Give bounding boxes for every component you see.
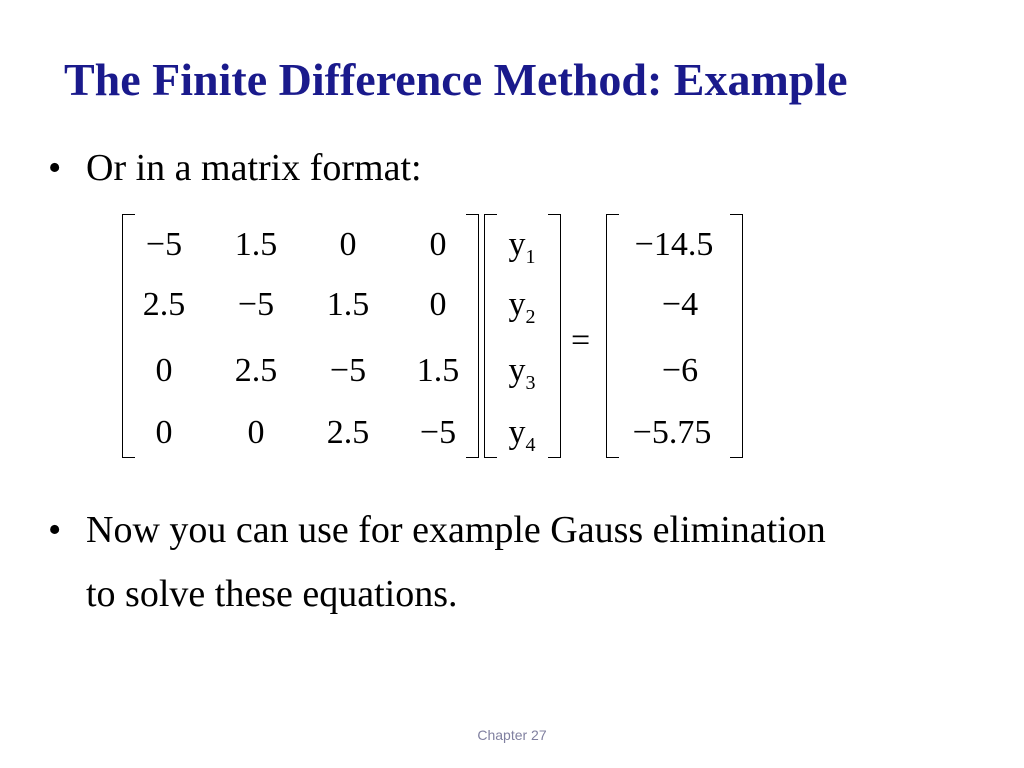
matrix-cell: 1.5 [416,352,460,389]
matrix-cell: −5 [145,226,183,263]
unknown-entry: $y_3$ [508,352,536,394]
bullet-text: to solve these equations. [86,573,458,615]
left-bracket [606,214,619,458]
matrix-cell: 1.5 [234,226,278,263]
bullet-marker: • [48,147,62,189]
slide-title: The Finite Difference Method: Example [64,54,848,105]
matrix-cell: −5 [419,414,457,451]
matrix-cell: 0 [339,226,357,263]
unknown-entry: $y_1$ [508,226,536,268]
rhs-vector [606,214,742,456]
rhs-entry: −6 [661,352,699,389]
left-bracket [122,214,135,458]
matrix-cell: 0 [429,226,447,263]
matrix-cell: 0 [155,414,173,451]
matrix-cell: 2.5 [234,352,278,389]
unknown-entry: $y_2$ [508,286,536,328]
unknown-entry: $y_4$ [508,414,536,456]
matrix-cell: 0 [155,352,173,389]
left-bracket [484,214,497,458]
slide-footer: Chapter 27 [477,727,547,743]
bullet-text: Or in a matrix format: [86,147,422,189]
rhs-entry: −5.75 [632,414,712,451]
right-bracket [548,214,561,458]
matrix-cell: −5 [329,352,367,389]
matrix-cell: 0 [429,286,447,323]
matrix-cell: 0 [247,414,265,451]
matrix-cell: −5 [237,286,275,323]
coefficient-matrix [122,214,478,456]
right-bracket [466,214,479,458]
bullet-marker: • [48,509,62,551]
matrix-cell: 2.5 [142,286,186,323]
matrix-cell: 2.5 [326,414,370,451]
right-bracket [730,214,743,458]
unknowns-vector [484,214,560,456]
rhs-entry: −14.5 [634,226,714,263]
bullet-text: Now you can use for example Gauss elimination [86,509,826,551]
matrix-cell: 1.5 [326,286,370,323]
equals-sign: = [571,322,591,359]
rhs-entry: −4 [661,286,699,323]
